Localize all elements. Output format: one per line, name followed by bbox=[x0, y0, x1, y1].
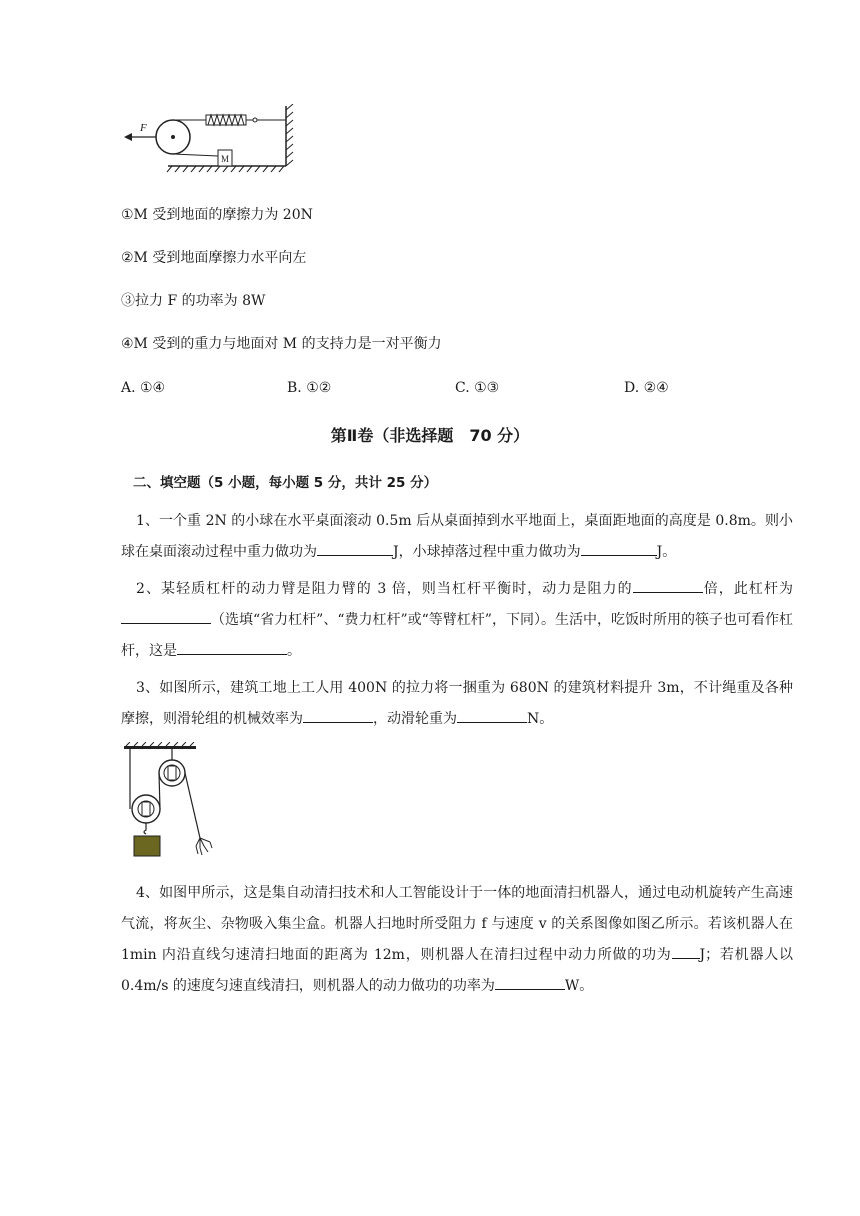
question-3: 3、如图所示，建筑工地上工人用 400N 的拉力将一捆重为 680N 的建筑材料提升 3m，不计绳重及各种摩擦，则滑轮组的机械效率为 ，动滑轮重为 N。 bbox=[121, 680, 793, 727]
answer-blank[interactable] bbox=[177, 638, 287, 655]
part-title: 第Ⅱ卷（非选择题 70 分） bbox=[330, 426, 530, 445]
choice-a: A. ①④ bbox=[121, 380, 166, 396]
answer-blank[interactable] bbox=[457, 706, 527, 723]
question-1: 1、一个重 2N 的小球在水平桌面滚动 0.5m 后从桌面掉到水平地面上，桌面距地面的高度是 0.8m。则小球在桌面滚动过程中重力做功为 J，小球掉落过程中重力做功为 J。 bbox=[121, 513, 793, 560]
force-f-label: F bbox=[140, 122, 147, 134]
block-m-label: M bbox=[220, 154, 230, 164]
choice-d: D. ②④ bbox=[624, 380, 669, 396]
answer-blank[interactable] bbox=[581, 539, 657, 556]
choice-b: B. ①② bbox=[287, 380, 332, 396]
option-4: ④M 受到的重力与地面对 M 的支持力是一对平衡力 bbox=[121, 336, 442, 352]
answer-blank[interactable] bbox=[672, 942, 700, 959]
section-title: 二、填空题（5 小题，每小题 5 分，共计 25 分） bbox=[133, 475, 438, 491]
option-3: ③拉力 F 的功率为 8W bbox=[121, 293, 266, 309]
pulley-spring-figure bbox=[118, 104, 296, 174]
question-2: 2、某轻质杠杆的动力臂是阻力臂的 3 倍，则当杠杆平衡时，动力是阻力的 倍，此杠杆为（选填“省力杠杆”、“费力杠杆”或“等臂杠杆”，下同）。生活中，吃饭时所用的筷子也可看作杠杆，这是 。 bbox=[121, 574, 793, 667]
answer-blank[interactable] bbox=[303, 706, 373, 723]
answer-blank[interactable] bbox=[495, 973, 565, 990]
choice-c: C. ①③ bbox=[455, 380, 500, 396]
answer-blank[interactable] bbox=[633, 576, 703, 593]
option-2: ②M 受到地面摩擦力水平向左 bbox=[121, 250, 307, 266]
answer-blank[interactable] bbox=[121, 607, 211, 624]
option-1: ①M 受到地面的摩擦力为 20N bbox=[121, 207, 313, 223]
answer-blank[interactable] bbox=[317, 539, 393, 556]
question-4: 4、如图甲所示，这是集自动清扫技术和人工智能设计于一体的地面清扫机器人，通过电动机旋转产生高速气流，将灰尘、杂物吸入集尘盒。机器人扫地时所受阻力 f 与速度 v 的关系图像如图乙所示。若该机器人在 1min 内沿直线匀速清扫地面的距离为 12m，则机器人在清扫过程中动力所做的功为 J；若机器人以 0.4m/s 的速度匀速直线清扫，则机器人的动力做功的功率为 W。 bbox=[121, 885, 793, 994]
pulley-block-figure bbox=[120, 742, 222, 862]
